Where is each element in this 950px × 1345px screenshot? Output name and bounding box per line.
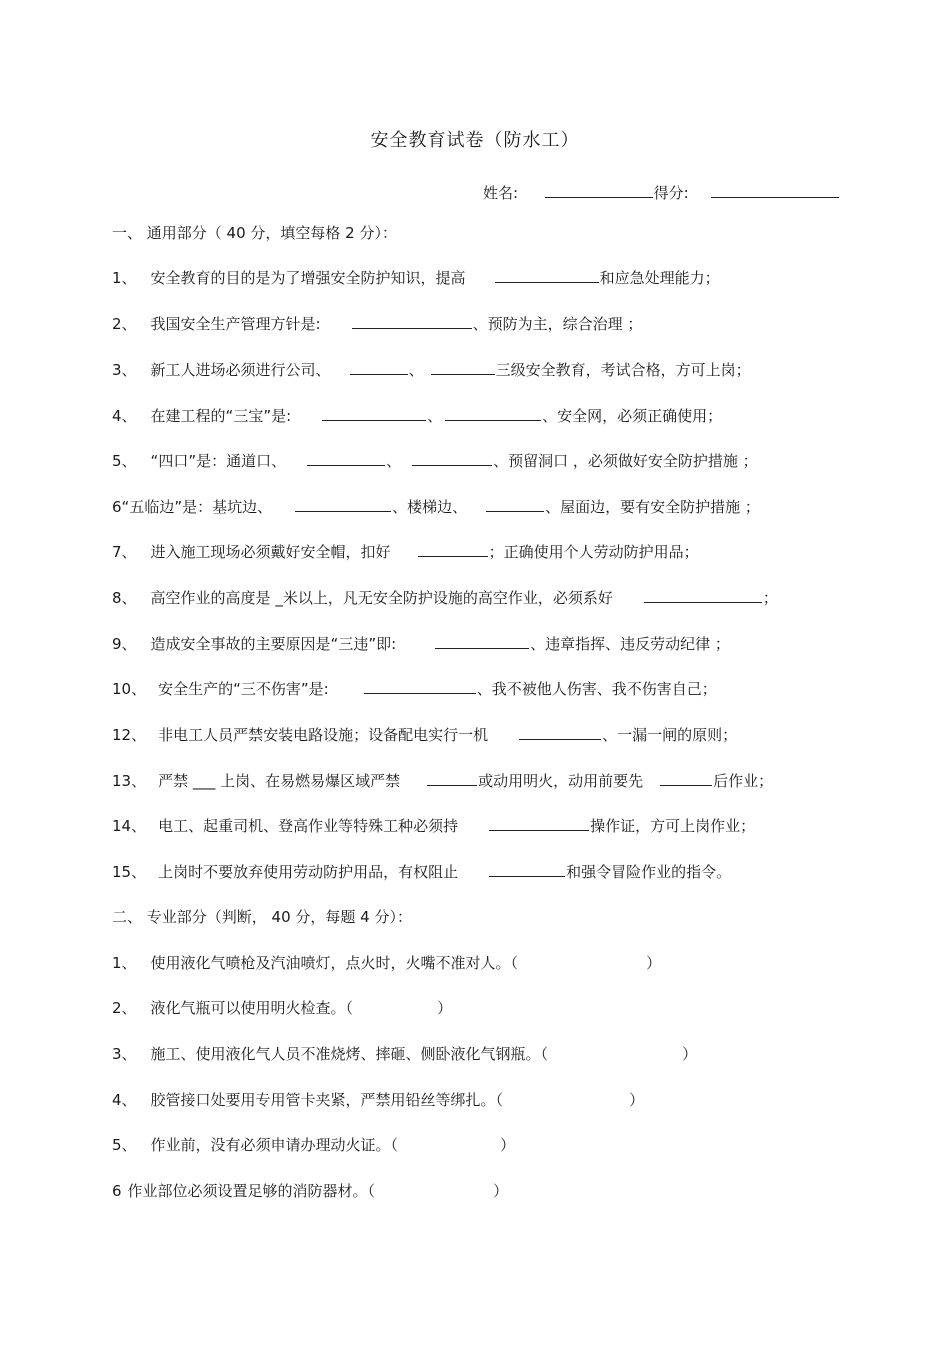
name-blank[interactable] <box>545 182 653 198</box>
question-text: 安全生产的“三不伤害”是: <box>158 680 329 698</box>
question-text: 施工、使用液化气人员不准烧烤、摔砸、侧卧液化气钢瓶。（ <box>150 1045 549 1063</box>
score-label: 得分: <box>653 184 689 202</box>
question-text: “四口”是：通道口、 <box>150 452 287 470</box>
question-text: 安全教育的目的是为了增强安全防护知识，提高 <box>150 269 466 287</box>
answer-blank[interactable] <box>364 678 476 694</box>
question-number: 5、 <box>112 452 137 470</box>
question-text: 液化气瓶可以使用明火检查。（ <box>150 999 354 1017</box>
judgement-2 <box>112 997 452 1019</box>
question-text: 电工、起重司机、登高作业等特殊工种必须持 <box>158 817 459 835</box>
section2-heading: 二、 专业部分（判断， 40 分，每题 4 分）： <box>112 908 412 926</box>
question-text: 新工人进场必须进行公司、 <box>150 361 331 379</box>
question-4 <box>112 405 722 427</box>
answer-blank[interactable] <box>412 450 492 466</box>
question-number: 5、 <box>112 1136 137 1154</box>
section1-heading: 一、 通用部分（ 40 分，填空每格 2 分）： <box>112 224 397 242</box>
answer-blank[interactable] <box>427 770 477 786</box>
question-15 <box>112 861 731 883</box>
paren-close: ） <box>629 1091 645 1109</box>
question-text: 和应急处理能力； <box>599 269 720 287</box>
question-number: 4、 <box>112 1091 137 1109</box>
question-text: 、一漏一闸的原则； <box>602 726 738 744</box>
question-number: 9、 <box>112 635 137 653</box>
question-text: 、 <box>427 407 443 425</box>
question-text: 、预留洞口 ，必须做好安全防护措施 ； <box>493 452 758 470</box>
score-blank[interactable] <box>711 182 839 198</box>
question-text: 三级安全教育，考试合格，方可上岗； <box>495 361 751 379</box>
question-text: 作业部位必须设置足够的消防器材。（ <box>127 1182 376 1200</box>
question-text: 在建工程的“三宝”是: <box>150 407 292 425</box>
question-text: 造成安全事故的主要原因是“三违”即: <box>150 635 397 653</box>
question-number: 3、 <box>112 361 137 379</box>
answer-blank[interactable] <box>307 450 385 466</box>
question-text: 、安全网，必须正确使用； <box>542 407 723 425</box>
question-8 <box>112 587 778 609</box>
question-number: 1、 <box>112 269 137 287</box>
answer-blank[interactable] <box>431 359 495 375</box>
question-text: 、违章指挥、违反劳动纪律 ； <box>530 635 730 653</box>
question-text: ；正确使用个人劳动防护用品； <box>488 543 699 561</box>
question-text: 作业前，没有必须申请办理动火证。（ <box>150 1136 399 1154</box>
question-text: 上岗时不要放弃使用劳动防护用品，有权阻止 <box>158 863 459 881</box>
answer-blank[interactable] <box>418 541 488 557</box>
question-2 <box>112 313 642 335</box>
question-3 <box>112 359 751 381</box>
paren-close: ） <box>682 1045 698 1063</box>
question-text: 非电工人员严禁安装电路设施；设备配电实行一机 <box>158 726 489 744</box>
question-number: 4、 <box>112 407 137 425</box>
answer-blank[interactable] <box>295 496 391 512</box>
question-13 <box>112 770 773 792</box>
question-number: 2、 <box>112 315 137 333</box>
question-text: 或动用明火，动用前要先 <box>478 772 644 790</box>
question-number: 7、 <box>112 543 137 561</box>
question-9 <box>112 633 730 655</box>
question-5 <box>112 450 758 472</box>
question-12 <box>112 724 737 746</box>
question-number: 2、 <box>112 999 137 1017</box>
question-text: ； <box>762 589 778 607</box>
question-number: 12、 <box>112 726 147 744</box>
paren-close: ） <box>493 1182 509 1200</box>
judgement-1 <box>112 952 661 974</box>
question-number: 3、 <box>112 1045 137 1063</box>
answer-blank[interactable] <box>322 405 426 421</box>
question-text: “五临边”是：基坑边、 <box>121 498 273 516</box>
answer-blank[interactable] <box>495 267 599 283</box>
question-number: 10、 <box>112 680 147 698</box>
question-number: 8、 <box>112 589 137 607</box>
answer-blank[interactable] <box>489 815 589 831</box>
answer-blank[interactable] <box>352 313 472 329</box>
question-text: 胶管接口处要用专用管卡夹紧，严禁用铅丝等绑扎。（ <box>150 1091 504 1109</box>
paren-close: ） <box>646 954 662 972</box>
question-text: 高空作业的高度是 _米以上，凡无安全防护设施的高空作业，必须系好 <box>150 589 613 607</box>
question-text: 和强令冒险作业的指令。 <box>566 863 732 881</box>
answer-blank[interactable] <box>644 587 762 603</box>
question-number: 6 <box>112 498 122 516</box>
answer-blank[interactable] <box>435 633 529 649</box>
judgement-3 <box>112 1043 697 1065</box>
judgement-5 <box>112 1134 515 1156</box>
question-text: 、预防为主，综合治理 ； <box>472 315 643 333</box>
question-number: 14、 <box>112 817 147 835</box>
answer-blank[interactable] <box>486 496 544 512</box>
answer-blank[interactable] <box>660 770 712 786</box>
paren-close: ） <box>437 999 453 1017</box>
question-text: 操作证，方可上岗作业； <box>590 817 756 835</box>
paren-close: ） <box>500 1136 516 1154</box>
question-text: 后作业； <box>713 772 774 790</box>
question-10 <box>112 678 717 700</box>
answer-blank[interactable] <box>519 724 601 740</box>
question-number: 6 <box>112 1182 122 1200</box>
question-14 <box>112 815 755 837</box>
question-1 <box>112 267 720 289</box>
question-text: 、 <box>408 361 424 379</box>
name-label: 姓名: <box>483 184 519 202</box>
question-6 <box>112 496 760 518</box>
question-text: 、我不被他人伤害、我不伤害自己； <box>476 680 717 698</box>
question-text: 、楼梯边、 <box>392 498 468 516</box>
question-number: 1、 <box>112 954 137 972</box>
answer-blank[interactable] <box>489 861 565 877</box>
question-text: 我国安全生产管理方针是: <box>150 315 321 333</box>
question-number: 15、 <box>112 863 147 881</box>
question-7 <box>112 541 699 563</box>
question-text: 、屋面边，要有安全防护措施 ； <box>545 498 760 516</box>
question-text: 、 <box>386 452 402 470</box>
judgement-4 <box>112 1089 644 1111</box>
page-title: 安全教育试卷（防水工） <box>370 130 580 151</box>
answer-blank[interactable] <box>350 359 408 375</box>
judgement-6 <box>112 1180 508 1202</box>
question-text: 使用液化气喷枪及汽油喷灯，点火时，火嘴不准对人。（ <box>150 954 519 972</box>
question-text: 进入施工现场必须戴好安全帽，扣好 <box>150 543 391 561</box>
question-text: 严禁 ___ 上岗、在易燃易爆区域严禁 <box>158 772 401 790</box>
question-number: 13、 <box>112 772 147 790</box>
name-score-line <box>483 182 840 203</box>
answer-blank[interactable] <box>445 405 541 421</box>
